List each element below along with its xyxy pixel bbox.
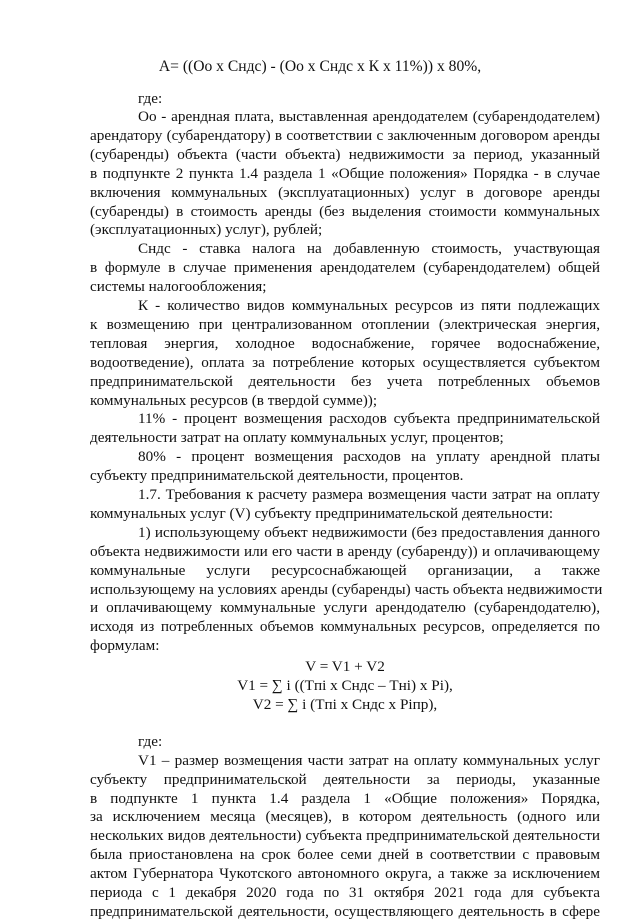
text-line: деятельности затрат на оплату коммунальных услуг, процентов;: [90, 429, 504, 447]
text-line: объекта недвижимости или его части в аренду (субаренду)) и оплачивающему: [90, 542, 600, 560]
text-line: субъекту предпринимательской деятельности, процентов.: [90, 467, 464, 485]
formula-v2: V2 = ∑ i (Tпi х Сндс х Piпр),: [252, 695, 438, 713]
text-line: и оплачивающему коммунальные услуги арендодателю (субарендодателю),: [90, 599, 600, 617]
text-line: предпринимательской деятельности, осуществляющего деятельность в сфере: [90, 902, 600, 920]
text-line: использующему на условиях аренды (субаренды) часть объекта недвижимости: [90, 580, 603, 598]
text-line: V1 – размер возмещения части затрат на оплату коммунальных услуг: [138, 751, 600, 769]
text-line: была приостановлена на срок более семи дней в соответствии с правовым: [90, 846, 600, 864]
text-line: исходя из потребленных объемов коммунальных ресурсов, определяется по: [90, 618, 600, 636]
text-line: (субаренды) в стоимость аренды (без выделения стоимости коммунальных: [90, 202, 600, 220]
text-line: водоотведение), оплата за потребление которых осуществляется субъектом: [90, 353, 600, 371]
text-line: 1.7. Требования к расчету размера возмещения части затрат на оплату: [138, 486, 600, 503]
text-line: предпринимательской деятельности без учета потребленных объемов: [90, 372, 600, 390]
text-line: включения коммунальных (эксплуатационных) услуг в договоре аренды: [90, 183, 600, 201]
text-line: системы налогообложения;: [90, 278, 267, 296]
text-line: актом Губернатора Чукотского автономного округа, а также за исключением: [90, 865, 600, 883]
text-line: 1) использующему объект недвижимости (без предоставления данного: [138, 523, 600, 541]
text-line: коммунальных услуг (V) субъекту предпринимательской деятельности:: [90, 504, 554, 522]
text-line: (субаренды) объекта (части объекта) недвижимости за период, указанный: [90, 145, 600, 163]
formula-v: V = V1 + V2: [305, 658, 385, 676]
text-line: тепловая энергия, холодное водоснабжение, горячее водоснабжение,: [90, 334, 600, 352]
text-line: арендатору (субарендатору) в соответствии с заключенным договором аренды: [90, 126, 600, 144]
text-line: нескольких видов деятельности) субъекта предпринимательской деятельности: [90, 827, 600, 845]
text-line: 11% - процент возмещения расходов субъекта предпринимательской: [138, 410, 600, 428]
text-line: коммунальных ресурсов (в твердой сумме));: [90, 391, 378, 409]
text-line: 80% - процент возмещения расходов на уплату арендной платы: [138, 448, 600, 466]
text-line: (эксплуатационных) услуг), рублей;: [90, 221, 323, 239]
text-line: периода с 1 декабря 2020 года по 31 октября 2021 года для субъекта: [90, 884, 600, 901]
text-line: формулам:: [90, 637, 160, 655]
where-label: где:: [138, 90, 163, 107]
text-line: за исключением месяца (месяцев), в котором деятельность (одного или: [90, 808, 600, 826]
text-line: Сндс - ставка налога на добавленную стоимость, участвующая: [138, 240, 600, 258]
text-line: коммунальные услуги ресурсоснабжающей организации, а также: [90, 561, 600, 579]
text-line: субъекту предпринимательской деятельности за периоды, указанные: [90, 770, 600, 788]
text-line: Оо - арендная плата, выставленная арендодателем (субарендодателем): [138, 108, 600, 125]
text-line: к возмещению при централизованном отоплении (электрическая энергия,: [90, 315, 600, 333]
text-line: К - количество видов коммунальных ресурсов из пяти подлежащих: [138, 297, 600, 314]
formula-v1: V1 = ∑ i ((Tпi х Сндс – Tнi) х Pi),: [237, 677, 453, 694]
formula-a: А= ((Оо х Сндс) - (Оо х Сндс х К х 11%)) х 80%,: [158, 58, 482, 75]
text-line: в формуле в случае применения арендодателем (субарендодателем) общей: [90, 259, 600, 277]
text-line: в подпункте 1 пункта 1.4 раздела 1 «Общие положения» Порядка,: [90, 789, 600, 807]
text-line: в подпункте 2 пункта 1.4 раздела 1 «Общие положения» Порядка - в случае: [90, 164, 600, 182]
where-label: где:: [138, 732, 163, 750]
